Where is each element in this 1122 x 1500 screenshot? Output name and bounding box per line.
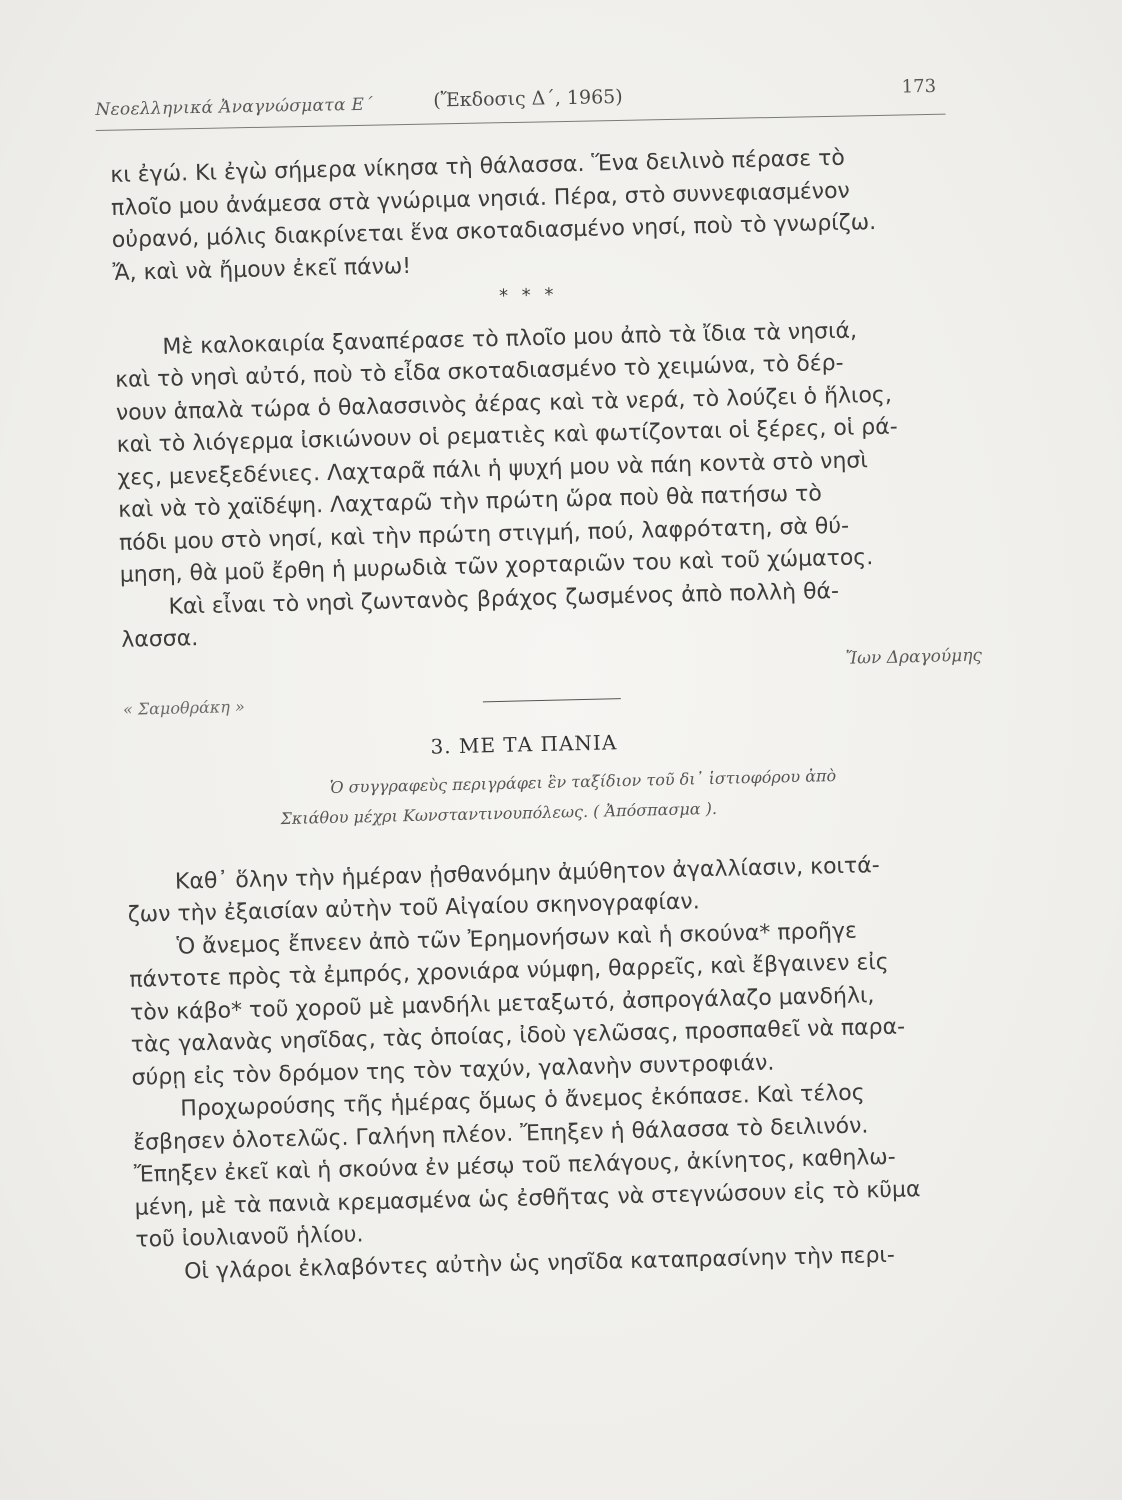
text-line: τὰς γαλανὰς νησῖδας, τὰς ὁποίας, ἰδοὺ γελῶσας, προσπαθεῖ νὰ παρα- — [130, 1014, 906, 1058]
text-line: Ὁ ἄνεμος ἔπνεεν ἀπὸ τῶν Ἐρημονήσων καὶ ἡ σκούνα* προῆγε — [176, 918, 858, 960]
text-line: λασσα. — [121, 626, 199, 653]
running-head — [95, 76, 951, 132]
book-title: Νεοελληνικά Ἀναγνώσματα Ε΄ — [95, 94, 374, 120]
intro-line: Σκιάθου μέχρι Κωνσταντινουπόλεως. ( Ἀπόσπασμα ). — [280, 798, 718, 828]
text-line: καὶ τὸ νησὶ αὐτό, ποὺ τὸ εἶδα σκοταδιασμένο τὸ χειμώνα, τὸ δέρ- — [114, 350, 844, 393]
text-line: πόδι μου στὸ νησί, καὶ τὴν πρώτη στιγμή, πού, λαφρότατη, σὰ θύ- — [118, 513, 850, 556]
text-line: σύρῃ εἰς τὸν δρόμον της τὸν ταχύν, γαλανὴν συντροφιάν. — [131, 1050, 775, 1091]
text-line: Οἱ γλάροι ἐκλαβόντες αὐτὴν ὡς νησῖδα καταπρασίνην τὴν περι- — [183, 1242, 896, 1285]
text-line: Προχωρούσης τῆς ἡμέρας ὅμως ὁ ἄνεμος ἐκόπασε. Καὶ τέλος — [180, 1080, 865, 1122]
text-line: καὶ τὸ λιόγερμα ἰσκιώνουν οἱ ρεματιὲς καὶ φωτίζονται οἱ ξέρες, οἱ ρά- — [116, 414, 898, 458]
text-line: Ἄ, καὶ νὰ ἤμουν ἐκεῖ πάνω! — [112, 253, 412, 286]
body-text — [110, 140, 996, 1290]
text-line: ἔσβησεν ὁλοτελῶς. Γαλήνη πλέον. Ἔπηξεν ἡ θάλασσα τὸ δειλινόν. — [132, 1112, 869, 1156]
text-line: μένη, μὲ τὰ πανιὰ κρεμασμένα ὡς ἐσθῆτας νὰ στεγνώσουν εἰς τὸ κῦμα — [134, 1176, 921, 1221]
text-line: Ἔπηξεν ἐκεῖ καὶ ἡ σκούνα ἐν μέσῳ τοῦ πελάγους, ἀκίνητος, καθηλω- — [133, 1144, 896, 1188]
text-line: τὸν κάβο* τοῦ χοροῦ μὲ μανδήλι μεταξωτό, ἀσπρογάλαζο μανδήλι, — [129, 982, 875, 1026]
text-line: ζων τὴν ἐξαισίαν αὐτὴν τοῦ Αἰγαίου σκηνογραφίαν. — [127, 889, 700, 928]
text-line: Καθ᾽ ὅλην τὴν ἡμέραν ᾐσθανόμην ἀμύθητον ἀγαλλίασιν, κοιτά- — [174, 852, 880, 895]
text-line: μηση, θὰ μοῦ ἔρθη ἡ μυρωδιὰ τῶν χορταριῶν του καὶ τοῦ χώματος. — [119, 545, 874, 588]
text-line: Μὲ καλοκαιρία ξαναπέρασε τὸ πλοῖο μου ἀπὸ τὰ ἴδια τὰ νησιά, — [162, 317, 858, 360]
author-name: Ἴων Δραγούμης — [845, 645, 983, 669]
section-rule — [483, 698, 621, 702]
text-line: χες, μενεξεδένιες. Λαχταρᾶ πάλι ἡ ψυχή μου νὰ πάη κοντὰ στὸ νησὶ — [117, 447, 869, 491]
text-line: νουν ἁπαλὰ τώρα ὁ θαλασσινὸς ἀέρας καὶ τὰ νερά, τὸ λούζει ὁ ἥλιος, — [115, 382, 893, 426]
text-line: Καὶ εἶναι τὸ νησὶ ζωντανὸς βράχος ζωσμένος ἀπὸ πολλὴ θά- — [168, 578, 840, 620]
section-title: 3. ΜΕ ΤΑ ΠΑΝΙΑ — [430, 729, 618, 759]
intro-line: Ὁ συγγραφεὺς περιγράφει ἓν ταξίδιον τοῦ δι᾽ ἱστιοφόρου ἀπὸ — [329, 765, 837, 797]
text-line: οὐρανό, μόλις διακρίνεται ἕνα σκοταδιασμένο νησί, ποὺ τὸ γνωρίζω. — [111, 209, 877, 253]
section-separator: * * * — [498, 284, 558, 307]
edition-label: (Ἔκδοσις Δ΄, 1965) — [433, 85, 623, 112]
text-line: καὶ νὰ τὸ χαϊδέψη. Λαχταρῶ τὴν πρώτη ὥρα ποὺ θὰ πατήσω τὸ — [117, 481, 823, 523]
source-title: « Σαμοθράκη » — [122, 696, 245, 719]
text-line: πλοῖο μου ἀνάμεσα στὰ γνώριμα νησιά. Πέρα, στὸ συννεφιασμένον — [110, 178, 851, 221]
page-number: 173 — [901, 75, 937, 98]
text-line: κι ἐγώ. Κι ἐγὼ σήμερα νίκησα τὴ θάλασσα. Ἕνα δειλινὸ πέρασε τὸ — [110, 145, 846, 188]
text-line: πάντοτε πρὸς τὰ ἐμπρός, χρονιάρα νύμφη, θαρρεῖς, καὶ ἔβγαινεν εἰς — [129, 949, 889, 993]
text-line: τοῦ ἰουλιανοῦ ἡλίου. — [135, 1222, 364, 1253]
